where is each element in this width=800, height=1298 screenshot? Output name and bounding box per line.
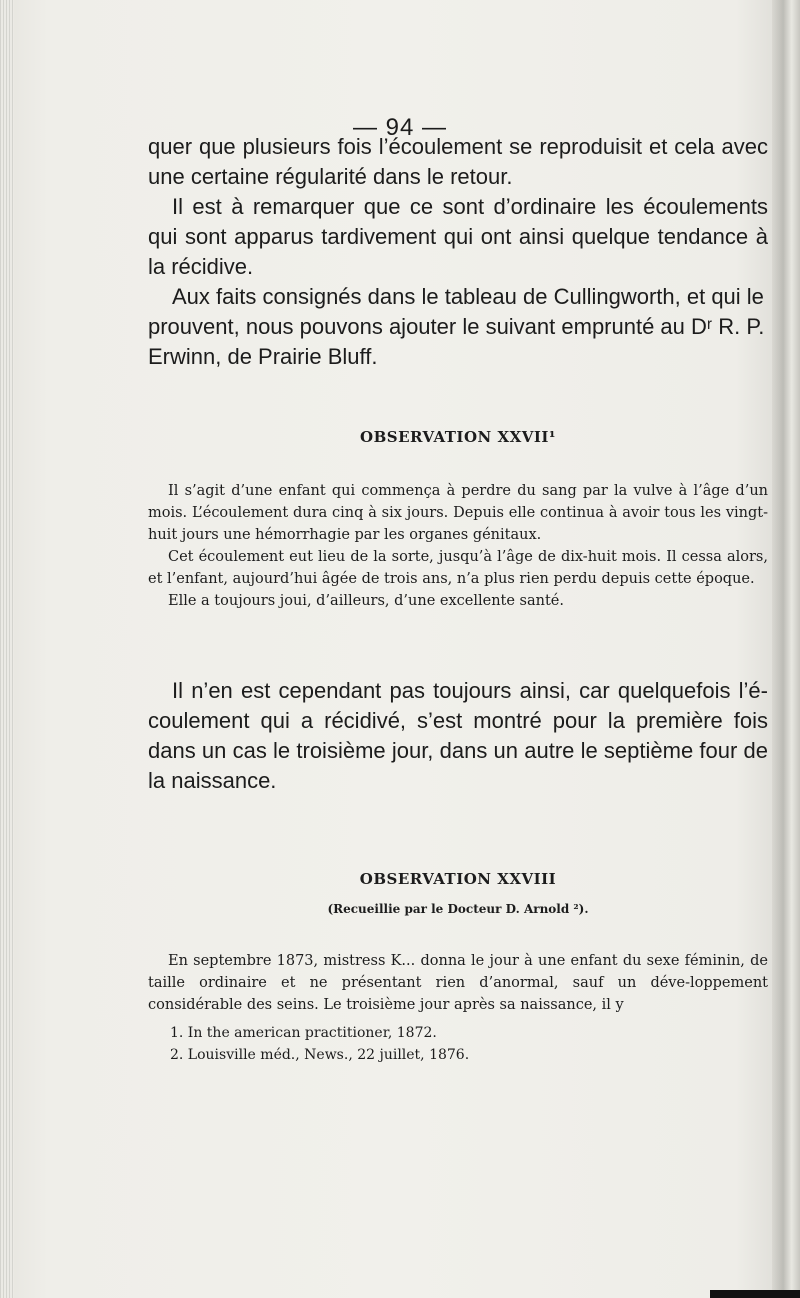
observation-28-text (148, 950, 768, 1016)
page-number: — 94 — (352, 114, 448, 141)
page-edge (772, 0, 800, 1298)
observation-28-paragraph-1: En septembre 1873, mistress K... donna le jour à une enfant du sexe féminin, de taille ordinaire et ne présentant rien d’anormal, sauf un déve-loppement considérable des seins. Le troisième jour après sa naissance, il y (148, 953, 768, 1013)
middle-text (148, 676, 768, 796)
observation-27-paragraph-3: Elle a toujours joui, d’ailleurs, d’une excellente santé. (168, 593, 564, 609)
middle-paragraph: Il n’en est cependant pas toujours ainsi, car quelquefois l’é-coulement qui a récidivé, s’est montré pour la première fois dans un cas le troisième jour, dans un autre le septième four de la naissance. (148, 678, 768, 793)
intro-text (148, 132, 768, 372)
page-gutter (0, 0, 14, 1298)
page-corner-shadow (710, 1290, 800, 1298)
footnote-2: 2. Louisville méd., News., 22 juillet, 1876. (170, 1047, 470, 1063)
footnote-1: 1. In the american practitioner, 1872. (170, 1025, 437, 1041)
observation-28-title: OBSERVATION XXVIII (359, 870, 557, 888)
intro-paragraph-3: Aux faits consignés dans le tableau de Cullingworth, et qui le prouvent, nous pouvons ajouter le suivant emprunté au Dʳ R. P. Erwinn, de Prairie Bluff. (148, 284, 765, 369)
observation-27-paragraph-1: Il s’agit d’une enfant qui commença à perdre du sang par la vulve à l’âge d’un mois. L’écoulement dura cinq à six jours. Depuis elle continua à avoir tous les vingt-huit jours une hémorrhagie par les organes génitaux. (148, 483, 768, 543)
footnotes (170, 1022, 770, 1066)
intro-paragraph-2: Il est à remarquer que ce sont d’ordinaire les écoulements qui sont apparus tardivement qui ont ainsi quelque tendance à la récidive. (148, 194, 768, 279)
observation-27-text (148, 480, 768, 612)
observation-27-paragraph-2: Cet écoulement eut lieu de la sorte, jusqu’à l’âge de dix-huit mois. Il cessa alors, et l’enfant, aujourd’hui âgée de trois ans, n’a plus rien perdu depuis cette époque. (148, 549, 768, 587)
intro-paragraph-1: quer que plusieurs fois l’écoulement se reproduisit et cela avec une certaine régularité dans le retour. (148, 134, 768, 189)
observation-28-subtitle: (Recueillie par le Docteur D. Arnold ²). (327, 902, 589, 916)
observation-27-title: OBSERVATION XXVII¹ (360, 428, 556, 446)
